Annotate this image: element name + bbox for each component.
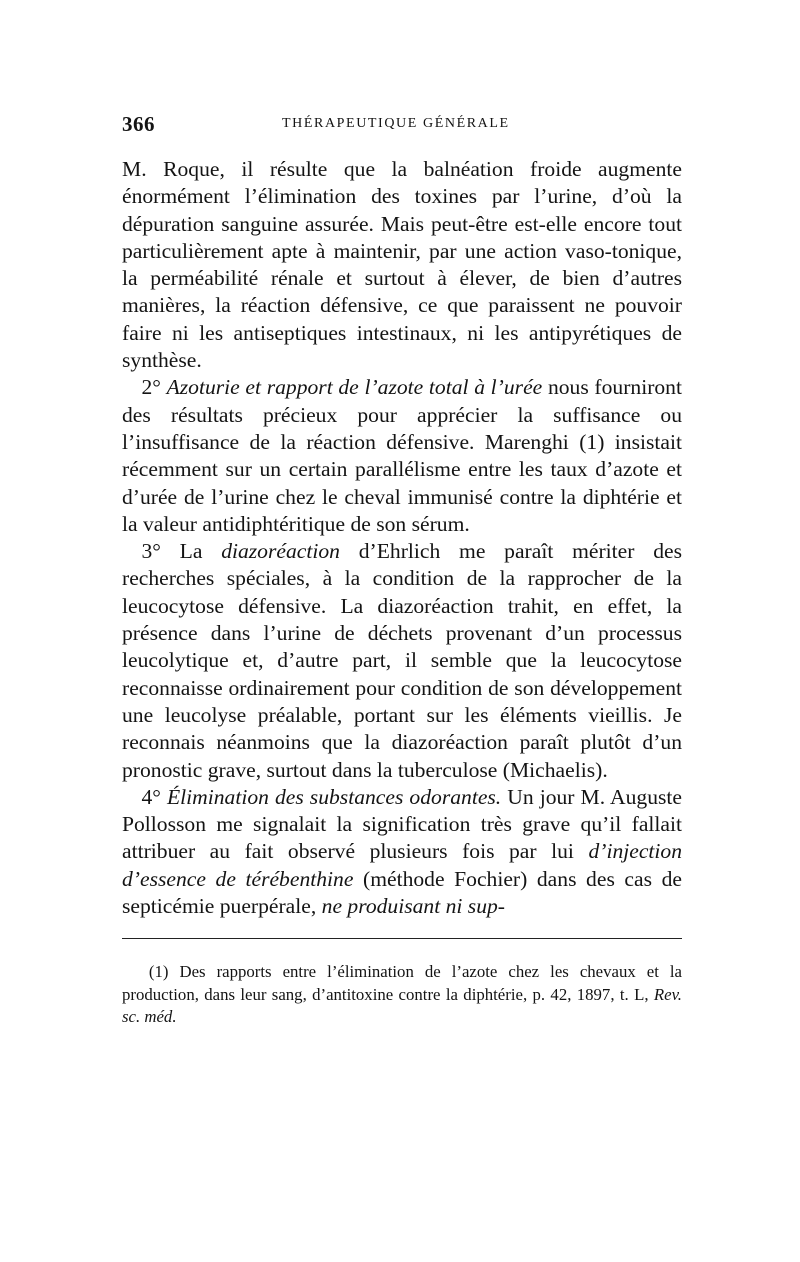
paragraph-2-number: 2° (141, 375, 167, 400)
paragraph-2-term: Azoturie et rapport de l’azote total à l’urée (166, 375, 543, 400)
paragraph-3 (122, 538, 682, 784)
paragraph-2 (122, 374, 682, 538)
paragraph-4 (122, 784, 682, 920)
paragraph-3-text: d’Ehrlich me paraît mériter des recherches spéciales, à la condition de la rapprocher de la leucocytose défensive. La diazoréaction trahit, en effet, la présence dans l’urine de déchets provenant d’un processus leucolytique et, d’autre part, il semble que la leucocytose reconnaisse ordinairement pour condition de son développement une leucolyse préalable, portant sur les éléments vieillis. Je reconnais néanmoins que la diazoréaction paraît plutôt d’un pronostic grave, surtout dans la tuberculose (Michaelis). (122, 539, 682, 782)
paragraph-1-text: M. Roque, il résulte que la balnéation froide augmente énormément l’élimination des toxines par l’urine, d’où la dépuration sanguine assurée. Mais peut-être est-elle encore tout particulièrement apte à maintenir, par une action vaso-tonique, la perméabilité rénale et surtout à élever, de bien d’autres manières, la réaction défensive, ce que paraissent ne pouvoir faire ni les antiseptiques intestinaux, ni les antipyrétiques de synthèse. (122, 157, 682, 373)
paragraph-4-text-a: Un jour M. Auguste Pollosson me signalait la signification très grave qu’il fallait attribuer au fait observé plusieurs fois par lui (122, 784, 682, 864)
paragraph-4-italic-b: d’injection d’essence de térébenthine (122, 839, 682, 891)
page-number: 366 (122, 112, 155, 136)
paragraph-3-number: 3° La (141, 539, 222, 564)
footnote-journal: Rev. sc. méd. (122, 984, 682, 1027)
page-header (122, 112, 682, 142)
paragraph-4-text-c: (méthode Fochier) dans des cas de septicémie puerpérale, (122, 866, 682, 919)
footnote-separator (122, 938, 682, 939)
paragraph-4-number: 4° (141, 784, 167, 809)
paragraph-1 (122, 156, 682, 374)
paragraph-2-text: nous fourniront des résultats précieux pour apprécier la suffisance ou l’insuffisance de la réaction défensive. Marenghi (1) insistait récemment sur un certain parallélisme entre les taux d’azote et d’urée de l’urine chez le cheval immunisé contre la diphtérie et la valeur antidiphtéritique de son sérum. (122, 375, 682, 536)
body-text (122, 156, 682, 920)
paragraph-3-term: diazoréaction (221, 539, 340, 564)
book-page (122, 112, 682, 1029)
paragraph-4-term: Élimination des substances odorantes. (166, 784, 502, 809)
footnote-text: (1) Des rapports entre l’élimination de l’azote chez les chevaux et la production, dans leur sang, d’antitoxine contre la diphtérie, p. 42, 1897, t. L, (122, 962, 682, 1004)
running-title: THÉRAPEUTIQUE GÉNÉRALE (282, 116, 510, 131)
paragraph-4-italic-d: ne produisant ni sup- (321, 894, 505, 919)
footnote (122, 961, 682, 1029)
